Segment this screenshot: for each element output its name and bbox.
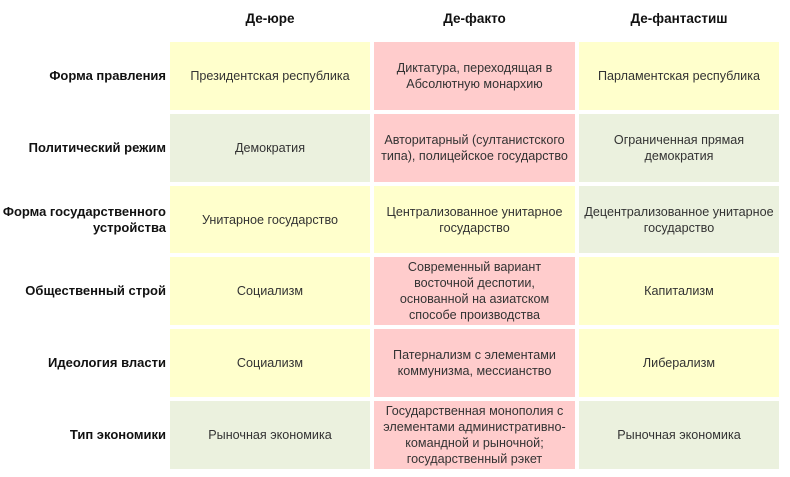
cell-de-facto: Централизованное унитарное государство — [374, 186, 575, 253]
cell-de-facto: Патернализм с элементами коммунизма, мессианство — [374, 329, 575, 397]
cell-de-fantastish: Рыночная экономика — [579, 401, 779, 469]
cell-de-jure: Рыночная экономика — [170, 401, 370, 469]
row-label-form-of-government: Форма правления — [49, 68, 166, 83]
cell-de-fantastish: Капитализм — [579, 257, 779, 325]
row-label-state-structure: Форма государственного устройства — [2, 203, 166, 235]
cell-de-jure: Президентская республика — [170, 42, 370, 110]
cell-de-jure: Социализм — [170, 329, 370, 397]
cell-de-fantastish: Парламентская республика — [579, 42, 779, 110]
cell-de-facto: Авторитарный (султанистского типа), полицейское государство — [374, 114, 575, 182]
cell-de-facto: Диктатура, переходящая в Абсолютную монархию — [374, 42, 575, 110]
cell-de-jure: Унитарное государство — [170, 186, 370, 253]
header-de-facto: Де-факто — [443, 11, 506, 26]
cell-de-facto: Государственная монополия с элементами административно-командной и рыночной; государственный рэкет — [374, 401, 575, 469]
row-label-ideology: Идеология власти — [48, 355, 166, 370]
cell-de-fantastish: Либерализм — [579, 329, 779, 397]
cell-de-facto: Современный вариант восточной деспотии, основанной на азиатском способе производства — [374, 257, 575, 325]
header-de-jure: Де-юре — [245, 11, 295, 26]
row-label-political-regime: Политический режим — [28, 140, 166, 155]
row-label-social-system: Общественный строй — [25, 283, 166, 298]
cell-de-fantastish: Децентрализованное унитарное государство — [579, 186, 779, 253]
cell-de-jure: Демократия — [170, 114, 370, 182]
cell-de-fantastish: Ограниченная прямая демократия — [579, 114, 779, 182]
cell-de-jure: Социализм — [170, 257, 370, 325]
row-label-economy-type: Тип экономики — [69, 427, 166, 442]
header-de-fantastish: Де-фантастиш — [630, 11, 728, 26]
